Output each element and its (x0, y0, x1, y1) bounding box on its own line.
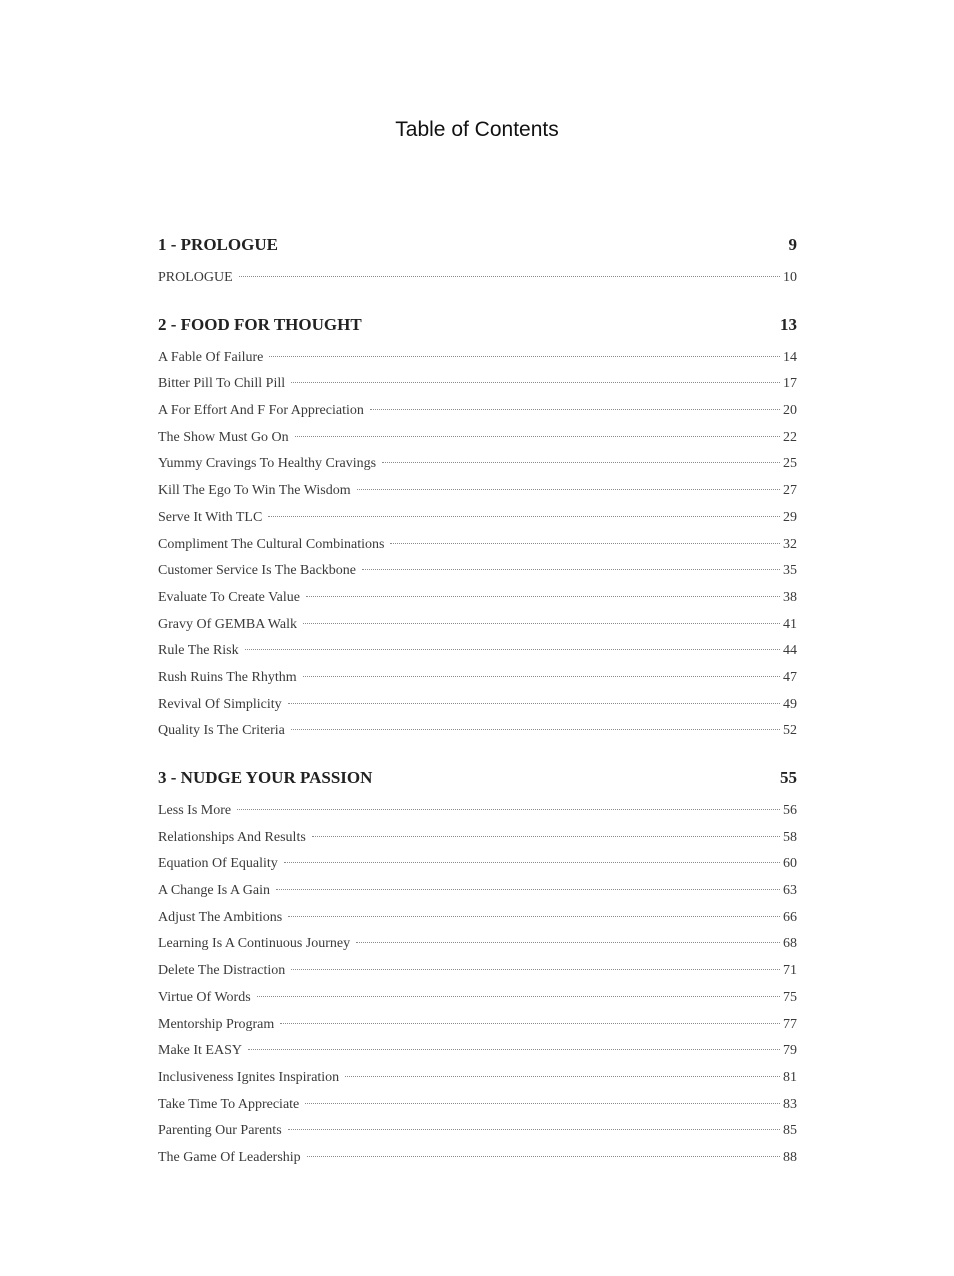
toc-entry-page-number: 75 (783, 989, 797, 1005)
dot-leader (303, 623, 780, 624)
chapter-heading-row[interactable] (158, 232, 797, 258)
toc-entry-page-number: 29 (783, 509, 797, 525)
dot-leader (245, 649, 780, 650)
toc-entry-title: Delete The Distraction (158, 963, 286, 979)
dot-leader (257, 996, 780, 997)
toc-entry[interactable] (158, 532, 797, 559)
toc-entry-title: Rule The Risk (158, 643, 239, 659)
dot-leader (362, 569, 780, 570)
toc-entry-page-number: 41 (783, 616, 797, 632)
toc-entry[interactable] (158, 665, 797, 692)
dot-leader (291, 382, 780, 383)
toc-entry-page-number: 17 (783, 376, 797, 392)
toc-entry-title: Equation Of Equality (158, 856, 278, 872)
toc-entry-title: PROLOGUE (158, 270, 233, 285)
toc-entry-page-number: 14 (783, 349, 797, 365)
toc-entry[interactable] (158, 1118, 797, 1145)
toc-entry[interactable] (158, 825, 797, 852)
dot-leader (269, 356, 780, 357)
dot-leader (280, 1023, 780, 1024)
chapter-heading-row[interactable] (158, 312, 797, 338)
dot-leader (357, 489, 780, 490)
toc-entry-page-number: 25 (783, 456, 797, 472)
dot-leader (390, 543, 780, 544)
toc-entry-page-number: 49 (783, 696, 797, 712)
toc-entry-page-number: 83 (783, 1096, 797, 1112)
toc-entry-page-number: 81 (783, 1069, 797, 1085)
toc-entry[interactable] (158, 1038, 797, 1065)
dot-leader (284, 862, 780, 863)
toc-entry[interactable] (158, 371, 797, 398)
toc-entry-page-number: 71 (783, 963, 797, 979)
toc-entry[interactable] (158, 878, 797, 905)
dot-leader (248, 1049, 780, 1050)
toc-entry-page-number: 10 (783, 270, 797, 285)
toc-entry-page-number: 44 (783, 643, 797, 659)
toc-entry-title: Take Time To Appreciate (158, 1096, 300, 1112)
toc-entry[interactable] (158, 451, 797, 478)
toc-entry-page-number: 56 (783, 803, 797, 818)
chapter-page-number: 13 (780, 314, 797, 334)
dot-leader (307, 1156, 780, 1157)
toc-entry[interactable] (158, 398, 797, 425)
toc-entry-title: Customer Service Is The Backbone (158, 563, 357, 579)
toc-entry[interactable] (158, 585, 797, 612)
toc-entry-title: Yummy Cravings To Healthy Cravings (158, 456, 377, 472)
toc-entry[interactable] (158, 958, 797, 985)
toc-entry-title: Inclusiveness Ignites Inspiration (158, 1069, 340, 1085)
toc-chapter (158, 765, 797, 1172)
toc-entry-title: The Game Of Leadership (158, 1149, 301, 1165)
toc-entry-title: Make It EASY (158, 1043, 242, 1059)
toc-entry-page-number: 22 (783, 429, 797, 445)
toc-entry-page-number: 27 (783, 483, 797, 499)
toc-entry-title: A Fable Of Failure (158, 349, 264, 365)
dot-leader (345, 1076, 780, 1077)
toc-entry-page-number: 88 (783, 1149, 797, 1165)
chapter-page-number: 55 (780, 768, 797, 787)
toc-entry-title: Less Is More (158, 803, 232, 818)
toc-entry[interactable] (158, 478, 797, 505)
toc-entry[interactable] (158, 612, 797, 639)
toc-entry-title: Quality Is The Criteria (158, 723, 285, 739)
toc-entry-title: Kill The Ego To Win The Wisdom (158, 483, 351, 499)
chapter-page-number: 9 (788, 235, 797, 254)
page-title: Table of Contents (395, 118, 559, 141)
toc-entry[interactable] (158, 985, 797, 1012)
toc-entry-title: Parenting Our Parents (158, 1123, 282, 1139)
toc-entry-title: Rush Ruins The Rhythm (158, 669, 297, 685)
toc-entry-title: Bitter Pill To Chill Pill (158, 376, 286, 392)
chapter-heading: 3 - NUDGE YOUR PASSION (158, 768, 373, 787)
chapter-heading: 2 - FOOD FOR THOUGHT (158, 314, 362, 334)
toc-entry-page-number: 60 (783, 856, 797, 872)
dot-leader (356, 942, 780, 943)
toc-entry-title: Revival Of Simplicity (158, 696, 282, 712)
toc-entry-page-number: 20 (783, 403, 797, 419)
dot-leader (288, 1129, 780, 1130)
toc-chapter (158, 312, 797, 745)
dot-leader (370, 409, 780, 410)
toc-entry-title: Serve It With TLC (158, 509, 263, 525)
dot-leader (237, 809, 780, 810)
dot-leader (291, 969, 780, 970)
toc-entry[interactable] (158, 798, 797, 825)
toc-entry-title: Compliment The Cultural Combinations (158, 536, 385, 552)
table-of-contents (158, 232, 797, 1192)
toc-entry-page-number: 79 (783, 1043, 797, 1059)
toc-entry[interactable] (158, 1012, 797, 1039)
toc-entry[interactable] (158, 931, 797, 958)
toc-entry[interactable] (158, 558, 797, 585)
toc-chapter (158, 232, 797, 292)
toc-entry[interactable] (158, 638, 797, 665)
toc-entry[interactable] (158, 905, 797, 932)
toc-entry[interactable] (158, 851, 797, 878)
toc-entry-title: Relationships And Results (158, 829, 306, 845)
toc-entry-page-number: 32 (783, 536, 797, 552)
dot-leader (288, 703, 780, 704)
toc-entry[interactable] (158, 1065, 797, 1092)
dot-leader (276, 889, 780, 890)
toc-entry-page-number: 52 (783, 723, 797, 739)
dot-leader (268, 516, 780, 517)
toc-entry-page-number: 58 (783, 829, 797, 845)
dot-leader (306, 596, 780, 597)
dot-leader (312, 836, 780, 837)
toc-entry[interactable] (158, 1092, 797, 1119)
chapter-heading: 1 - PROLOGUE (158, 235, 278, 254)
dot-leader (288, 916, 780, 917)
toc-entry[interactable] (158, 265, 797, 292)
toc-entry-title: Gravy Of GEMBA Walk (158, 616, 297, 632)
toc-entry[interactable] (158, 692, 797, 719)
toc-entry-title: Learning Is A Continuous Journey (158, 936, 351, 952)
toc-entry-page-number: 66 (783, 909, 797, 925)
toc-entry[interactable] (158, 718, 797, 745)
toc-entry-page-number: 35 (783, 563, 797, 579)
toc-entry-page-number: 38 (783, 589, 797, 605)
toc-entry-page-number: 63 (783, 883, 797, 899)
toc-entry-page-number: 68 (783, 936, 797, 952)
toc-entry[interactable] (158, 1145, 797, 1172)
toc-entry[interactable] (158, 505, 797, 532)
dot-leader (291, 729, 780, 730)
toc-entry-title: Virtue Of Words (158, 989, 251, 1005)
toc-entry-page-number: 85 (783, 1123, 797, 1139)
toc-entry[interactable] (158, 425, 797, 452)
toc-entry-page-number: 47 (783, 669, 797, 685)
toc-entry-title: The Show Must Go On (158, 429, 289, 445)
toc-entry-title: Evaluate To Create Value (158, 589, 300, 605)
dot-leader (295, 436, 780, 437)
toc-entry-title: A For Effort And F For Appreciation (158, 403, 364, 419)
dot-leader (303, 676, 780, 677)
dot-leader (382, 462, 780, 463)
dot-leader (305, 1103, 780, 1104)
toc-entry-title: Adjust The Ambitions (158, 909, 283, 925)
toc-entry-page-number: 77 (783, 1016, 797, 1032)
toc-entry-title: A Change Is A Gain (158, 883, 270, 899)
dot-leader (239, 276, 780, 277)
toc-entry[interactable] (158, 345, 797, 372)
toc-entry-title: Mentorship Program (158, 1016, 275, 1032)
chapter-heading-row[interactable] (158, 765, 797, 791)
